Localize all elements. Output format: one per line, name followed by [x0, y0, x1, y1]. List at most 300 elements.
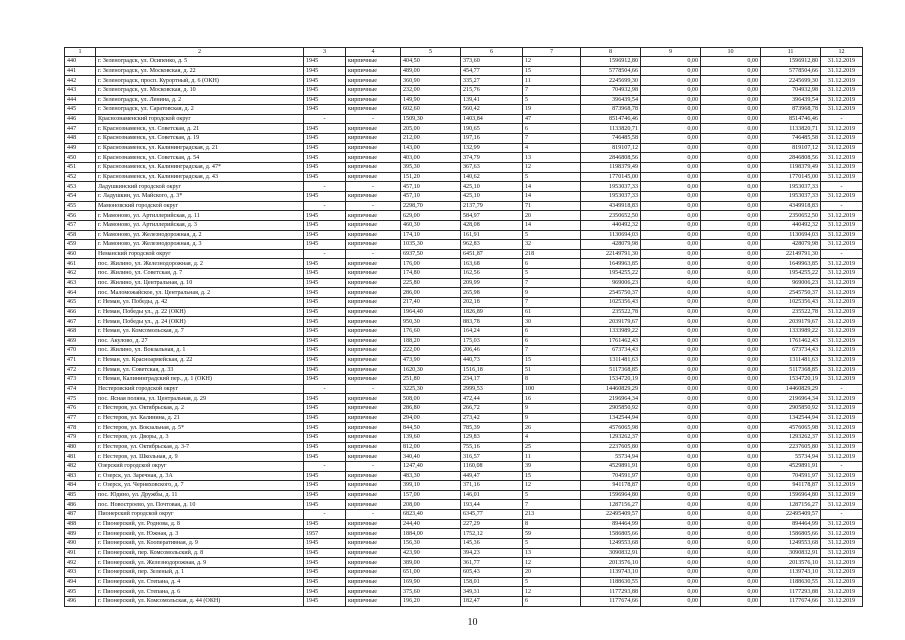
cell-col-12: 31.12.2019: [821, 442, 863, 452]
cell-col-10: 0,00: [701, 230, 761, 240]
cell-col-8: 704591,97: [581, 471, 641, 481]
cell-col-4: -: [346, 201, 401, 211]
cell-col-5: 149,90: [401, 95, 461, 105]
cell-col-2: пос. Новостроево, ул. Почтовая, д. 10: [96, 500, 304, 510]
cell-col-9: 0,00: [641, 384, 701, 394]
cell-col-1: 461: [65, 259, 96, 269]
cell-col-10: 0,00: [701, 490, 761, 500]
cell-col-6: 209,99: [461, 278, 523, 288]
cell-col-4: кирпичные: [346, 481, 401, 491]
cell-col-1: 466: [65, 307, 96, 317]
cell-col-10: 0,00: [701, 114, 761, 124]
cell-col-2: г. Нестеров, ул. Школьная, д. 9: [96, 452, 304, 462]
cell-col-10: 0,00: [701, 596, 761, 606]
cell-col-10: 0,00: [701, 375, 761, 385]
header-cell-col-11: 11: [761, 48, 821, 57]
cell-col-10: 0,00: [701, 394, 761, 404]
cell-col-10: 0,00: [701, 365, 761, 375]
cell-col-7: 59: [523, 529, 581, 539]
cell-col-4: кирпичные: [346, 240, 401, 250]
table-row: [65, 596, 863, 606]
cell-col-12: 31.12.2019: [821, 163, 863, 173]
cell-col-12: 31.12.2019: [821, 500, 863, 510]
cell-col-7: 100: [523, 384, 581, 394]
cell-col-3: 1945: [304, 365, 346, 375]
cell-col-8: 428079,98: [581, 240, 641, 250]
cell-col-4: кирпичные: [346, 326, 401, 336]
cell-col-12: 31.12.2019: [821, 278, 863, 288]
cell-col-2: пос. Жилино, ул. Железнодорожная, д. 2: [96, 259, 304, 269]
cell-col-8: 1342544,94: [581, 413, 641, 423]
cell-col-4: кирпичные: [346, 172, 401, 182]
cell-col-12: -: [821, 201, 863, 211]
cell-col-2: Неманский городской округ: [96, 249, 304, 259]
cell-col-2: г. Пионерский, ул. Южная, д. 3: [96, 529, 304, 539]
header-cell-col-10: 10: [701, 48, 761, 57]
cell-col-6: 164,24: [461, 326, 523, 336]
cell-col-10: 0,00: [701, 143, 761, 153]
cell-col-9: 0,00: [641, 404, 701, 414]
cell-col-3: 1945: [304, 143, 346, 153]
cell-col-4: кирпичные: [346, 452, 401, 462]
cell-col-5: 222,00: [401, 346, 461, 356]
cell-col-5: 508,00: [401, 394, 461, 404]
cell-col-2: г. Пионерский, ул. Кооперативная, д. 9: [96, 539, 304, 549]
cell-col-7: 5: [523, 577, 581, 587]
cell-col-1: 459: [65, 240, 96, 250]
cell-col-10: 0,00: [701, 124, 761, 134]
cell-col-9: 0,00: [641, 355, 701, 365]
cell-col-4: кирпичные: [346, 596, 401, 606]
cell-col-3: 1945: [304, 539, 346, 549]
cell-col-3: 1945: [304, 66, 346, 76]
cell-col-9: 0,00: [641, 230, 701, 240]
cell-col-6: 560,42: [461, 105, 523, 115]
cell-col-4: кирпичные: [346, 471, 401, 481]
cell-col-5: 1247,40: [401, 461, 461, 471]
cell-col-6: 440,73: [461, 355, 523, 365]
cell-col-5: 176,60: [401, 326, 461, 336]
cell-col-7: 71: [523, 201, 581, 211]
cell-col-11: 1130694,03: [761, 230, 821, 240]
cell-col-2: г. Неман, ул. Советская, д. 33: [96, 365, 304, 375]
group-total-row: [65, 510, 863, 520]
table-row: [65, 76, 863, 86]
cell-col-7: 7: [523, 346, 581, 356]
cell-col-11: 1954255,22: [761, 269, 821, 279]
cell-col-6: 1826,89: [461, 307, 523, 317]
cell-col-8: 22495409,57: [581, 510, 641, 520]
cell-col-11: 14460829,29: [761, 384, 821, 394]
cell-col-11: 941178,87: [761, 481, 821, 491]
cell-col-5: 844,50: [401, 423, 461, 433]
cell-col-3: -: [304, 182, 346, 192]
cell-col-6: 175,03: [461, 336, 523, 346]
cell-col-6: 1752,12: [461, 529, 523, 539]
cell-col-3: 1945: [304, 336, 346, 346]
cell-col-6: 265,98: [461, 288, 523, 298]
header-cell-col-4: 4: [346, 48, 401, 57]
cell-col-6: 202,18: [461, 298, 523, 308]
cell-col-7: 12: [523, 558, 581, 568]
cell-col-2: г. Краснознаменск, ул. Калининградская, д. 43: [96, 172, 304, 182]
cell-col-12: 31.12.2019: [821, 336, 863, 346]
cell-col-1: 468: [65, 326, 96, 336]
table-row: [65, 134, 863, 144]
cell-col-2: Ладушкинский городской округ: [96, 182, 304, 192]
cell-col-10: 0,00: [701, 461, 761, 471]
cell-col-6: 273,42: [461, 413, 523, 423]
cell-col-1: 491: [65, 548, 96, 558]
cell-col-10: 0,00: [701, 278, 761, 288]
cell-col-3: 1945: [304, 452, 346, 462]
table-row: [65, 105, 863, 115]
cell-col-6: 584,97: [461, 211, 523, 221]
cell-col-4: кирпичные: [346, 269, 401, 279]
cell-col-10: 0,00: [701, 269, 761, 279]
table-row: [65, 278, 863, 288]
group-total-row: [65, 384, 863, 394]
cell-col-2: г. Краснознаменск, ул. Калининградская, д. 47*: [96, 163, 304, 173]
cell-col-3: -: [304, 461, 346, 471]
cell-col-3: 1945: [304, 375, 346, 385]
cell-col-3: 1945: [304, 211, 346, 221]
cell-col-8: 1133820,71: [581, 124, 641, 134]
cell-col-12: 31.12.2019: [821, 577, 863, 587]
table-row: [65, 442, 863, 452]
cell-col-2: Озерский городской округ: [96, 461, 304, 471]
cell-col-10: 0,00: [701, 211, 761, 221]
cell-col-6: 206,46: [461, 346, 523, 356]
cell-col-6: 883,78: [461, 317, 523, 327]
cell-col-4: кирпичные: [346, 66, 401, 76]
cell-col-7: 12: [523, 481, 581, 491]
cell-col-2: пос. Акулово, д. 27: [96, 336, 304, 346]
cell-col-9: 0,00: [641, 57, 701, 67]
cell-col-8: 2237605,80: [581, 442, 641, 452]
cell-col-3: 1945: [304, 432, 346, 442]
cell-col-2: г. Ладушкин, ул. Майского, д. 3*: [96, 191, 304, 201]
cell-col-12: 31.12.2019: [821, 298, 863, 308]
table-row: [65, 288, 863, 298]
cell-col-6: 158,01: [461, 577, 523, 587]
cell-col-12: 31.12.2019: [821, 57, 863, 67]
cell-col-7: 47: [523, 114, 581, 124]
table-row: [65, 567, 863, 577]
cell-col-9: 0,00: [641, 452, 701, 462]
cell-col-11: 2846808,56: [761, 153, 821, 163]
table-row: [65, 124, 863, 134]
table-row: [65, 230, 863, 240]
table-row: [65, 317, 863, 327]
cell-col-1: 447: [65, 124, 96, 134]
cell-col-7: 7: [523, 278, 581, 288]
cell-col-1: 478: [65, 423, 96, 433]
cell-col-6: 1516,18: [461, 365, 523, 375]
cell-col-12: 31.12.2019: [821, 471, 863, 481]
cell-col-5: 1035,30: [401, 240, 461, 250]
cell-col-5: 6823,40: [401, 510, 461, 520]
cell-col-8: 2905850,92: [581, 404, 641, 414]
cell-col-1: 469: [65, 336, 96, 346]
cell-col-9: 0,00: [641, 587, 701, 597]
cell-col-12: 31.12.2019: [821, 567, 863, 577]
cell-col-11: 1596912,80: [761, 57, 821, 67]
cell-col-11: 1177674,66: [761, 596, 821, 606]
cell-col-5: 473,90: [401, 355, 461, 365]
cell-col-6: 1403,84: [461, 114, 523, 124]
table-row: [65, 269, 863, 279]
cell-col-4: кирпичные: [346, 259, 401, 269]
table-row: [65, 404, 863, 414]
cell-col-2: г. Зеленоградск, ул. Осипенко, д. 5: [96, 57, 304, 67]
cell-col-5: 1620,30: [401, 365, 461, 375]
cell-col-11: 55734,94: [761, 452, 821, 462]
cell-col-10: 0,00: [701, 548, 761, 558]
cell-col-8: 1177674,66: [581, 596, 641, 606]
cell-col-7: 5: [523, 539, 581, 549]
cell-col-12: 31.12.2019: [821, 596, 863, 606]
cell-col-12: 31.12.2019: [821, 355, 863, 365]
cell-col-4: кирпичные: [346, 288, 401, 298]
cell-col-9: 0,00: [641, 471, 701, 481]
cell-col-11: 969006,23: [761, 278, 821, 288]
cell-col-4: кирпичные: [346, 346, 401, 356]
cell-col-10: 0,00: [701, 220, 761, 230]
cell-col-12: 31.12.2019: [821, 452, 863, 462]
cell-col-7: 5: [523, 95, 581, 105]
table-row: [65, 66, 863, 76]
cell-col-11: 1249553,68: [761, 539, 821, 549]
cell-col-8: 2196964,34: [581, 394, 641, 404]
cell-col-3: 1945: [304, 288, 346, 298]
cell-col-3: 1945: [304, 567, 346, 577]
cell-col-3: 1945: [304, 278, 346, 288]
cell-col-11: 1188630,55: [761, 577, 821, 587]
cell-col-2: пос. Ясная поляна, ул. Центральная, д. 29: [96, 394, 304, 404]
cell-col-11: 704932,98: [761, 85, 821, 95]
cell-col-4: кирпичные: [346, 278, 401, 288]
cell-col-11: 1177293,88: [761, 587, 821, 597]
cell-col-12: 31.12.2019: [821, 220, 863, 230]
cell-col-2: г. Пионерский, ул. Роднова, д. 8: [96, 519, 304, 529]
cell-col-9: 0,00: [641, 500, 701, 510]
cell-col-8: 704932,98: [581, 85, 641, 95]
cell-col-8: 2846808,56: [581, 153, 641, 163]
cell-col-6: 1160,08: [461, 461, 523, 471]
cell-col-3: 1945: [304, 423, 346, 433]
cell-col-4: кирпичные: [346, 336, 401, 346]
table-row: [65, 500, 863, 510]
cell-col-7: 6: [523, 336, 581, 346]
cell-col-8: 1761462,43: [581, 336, 641, 346]
cell-col-7: 20: [523, 211, 581, 221]
cell-col-7: 213: [523, 510, 581, 520]
cell-col-1: 456: [65, 211, 96, 221]
cell-col-1: 492: [65, 558, 96, 568]
cell-col-4: кирпичные: [346, 558, 401, 568]
cell-col-11: 2905850,92: [761, 404, 821, 414]
cell-col-10: 0,00: [701, 481, 761, 491]
table-row: [65, 220, 863, 230]
cell-col-1: 444: [65, 95, 96, 105]
table-row: [65, 452, 863, 462]
cell-col-5: 251,80: [401, 375, 461, 385]
cell-col-5: 208,00: [401, 500, 461, 510]
cell-col-1: 449: [65, 143, 96, 153]
cell-col-11: 2237605,80: [761, 442, 821, 452]
cell-col-5: 389,00: [401, 558, 461, 568]
cell-col-8: 5778504,66: [581, 66, 641, 76]
cell-col-4: кирпичные: [346, 95, 401, 105]
cell-col-2: г. Нестеров, ул. Дворы, д. 3: [96, 432, 304, 442]
table-body: [65, 57, 863, 607]
cell-col-9: 0,00: [641, 114, 701, 124]
cell-col-12: 31.12.2019: [821, 288, 863, 298]
cell-col-4: кирпичные: [346, 105, 401, 115]
cell-col-12: 31.12.2019: [821, 519, 863, 529]
cell-col-11: 1770145,00: [761, 172, 821, 182]
cell-col-2: г. Зеленоградск, просп. Курортный, д. 6 (ОКН): [96, 76, 304, 86]
cell-col-11: 1342544,94: [761, 413, 821, 423]
cell-col-4: -: [346, 384, 401, 394]
cell-col-8: 3090832,91: [581, 548, 641, 558]
cell-col-9: 0,00: [641, 336, 701, 346]
cell-col-10: 0,00: [701, 57, 761, 67]
cell-col-11: 8514746,46: [761, 114, 821, 124]
header-cell-col-5: 5: [401, 48, 461, 57]
cell-col-3: 1945: [304, 105, 346, 115]
cell-col-7: 14: [523, 182, 581, 192]
cell-col-3: 1945: [304, 558, 346, 568]
cell-col-5: 176,00: [401, 259, 461, 269]
cell-col-5: 2298,70: [401, 201, 461, 211]
cell-col-9: 0,00: [641, 249, 701, 259]
table-row: [65, 153, 863, 163]
cell-col-10: 0,00: [701, 336, 761, 346]
cell-col-8: 14460829,29: [581, 384, 641, 394]
cell-col-3: 1945: [304, 76, 346, 86]
cell-col-5: 1509,30: [401, 114, 461, 124]
group-total-row: [65, 114, 863, 124]
cell-col-8: 1596912,80: [581, 57, 641, 67]
header-cell-col-3: 3: [304, 48, 346, 57]
cell-col-6: 234,17: [461, 375, 523, 385]
cell-col-4: кирпичные: [346, 355, 401, 365]
cell-col-9: 0,00: [641, 596, 701, 606]
cell-col-8: 235522,78: [581, 307, 641, 317]
table-row: [65, 587, 863, 597]
cell-col-3: -: [304, 510, 346, 520]
cell-col-1: 451: [65, 163, 96, 173]
group-total-row: [65, 461, 863, 471]
cell-col-1: 445: [65, 105, 96, 115]
cell-col-7: 15: [523, 66, 581, 76]
cell-col-1: 486: [65, 500, 96, 510]
cell-col-4: кирпичные: [346, 375, 401, 385]
cell-col-3: 1945: [304, 240, 346, 250]
cell-col-12: 31.12.2019: [821, 346, 863, 356]
cell-col-8: 4576065,98: [581, 423, 641, 433]
cell-col-7: 12: [523, 587, 581, 597]
cell-col-4: кирпичные: [346, 587, 401, 597]
cell-col-5: 169,90: [401, 577, 461, 587]
header-cell-col-2: 2: [96, 48, 304, 57]
cell-col-12: 31.12.2019: [821, 240, 863, 250]
cell-col-1: 488: [65, 519, 96, 529]
cell-col-8: 440492,32: [581, 220, 641, 230]
cell-col-2: г. Пионерский, ул. Железнодорожная, д. 9: [96, 558, 304, 568]
table-row: [65, 259, 863, 269]
cell-col-11: 1293262,37: [761, 432, 821, 442]
table-row: [65, 558, 863, 568]
cell-col-3: 1945: [304, 191, 346, 201]
cell-col-11: 5778504,66: [761, 66, 821, 76]
cell-col-12: 31.12.2019: [821, 95, 863, 105]
cell-col-9: 0,00: [641, 76, 701, 86]
cell-col-9: 0,00: [641, 423, 701, 433]
cell-col-11: 22149791,30: [761, 249, 821, 259]
cell-col-7: 7: [523, 134, 581, 144]
cell-col-4: кирпичные: [346, 365, 401, 375]
cell-col-7: 9: [523, 413, 581, 423]
cell-col-1: 464: [65, 288, 96, 298]
cell-col-2: г. Пионерский, пер. Зеленый, д. 1: [96, 567, 304, 577]
cell-col-9: 0,00: [641, 269, 701, 279]
cell-col-5: 205,00: [401, 124, 461, 134]
cell-col-2: пос. Маломожайское, ул. Центральная, д. 2: [96, 288, 304, 298]
cell-col-1: 482: [65, 461, 96, 471]
cell-col-2: Мамоновский городской округ: [96, 201, 304, 211]
cell-col-3: 1945: [304, 587, 346, 597]
cell-col-9: 0,00: [641, 153, 701, 163]
cell-col-12: 31.12.2019: [821, 539, 863, 549]
table-row: [65, 240, 863, 250]
cell-col-11: 1311481,63: [761, 355, 821, 365]
cell-col-7: 11: [523, 452, 581, 462]
cell-col-5: 602,60: [401, 105, 461, 115]
cell-col-6: 472,44: [461, 394, 523, 404]
cell-col-6: 140,62: [461, 172, 523, 182]
cell-col-6: 146,01: [461, 490, 523, 500]
cell-col-3: 1945: [304, 577, 346, 587]
cell-col-1: 460: [65, 249, 96, 259]
table-row: [65, 95, 863, 105]
cell-col-5: 156,30: [401, 539, 461, 549]
cell-col-5: 483,30: [401, 471, 461, 481]
cell-col-7: 9: [523, 288, 581, 298]
cell-col-9: 0,00: [641, 105, 701, 115]
cell-col-4: -: [346, 510, 401, 520]
cell-col-6: 190,65: [461, 124, 523, 134]
cell-col-5: 812,00: [401, 442, 461, 452]
cell-col-8: 4529891,91: [581, 461, 641, 471]
cell-col-10: 0,00: [701, 404, 761, 414]
table-row: [65, 423, 863, 433]
cell-col-2: г. Краснознаменск, ул. Советская, д. 21: [96, 124, 304, 134]
cell-col-3: 1945: [304, 317, 346, 327]
cell-col-4: кирпичные: [346, 490, 401, 500]
cell-col-2: Нестеровский городской округ: [96, 384, 304, 394]
cell-col-1: 467: [65, 317, 96, 327]
table-row: [65, 172, 863, 182]
cell-col-5: 3225,30: [401, 384, 461, 394]
cell-col-9: 0,00: [641, 298, 701, 308]
cell-col-6: 428,08: [461, 220, 523, 230]
cell-col-12: 31.12.2019: [821, 134, 863, 144]
cell-col-4: кирпичные: [346, 143, 401, 153]
cell-col-5: 217,40: [401, 298, 461, 308]
